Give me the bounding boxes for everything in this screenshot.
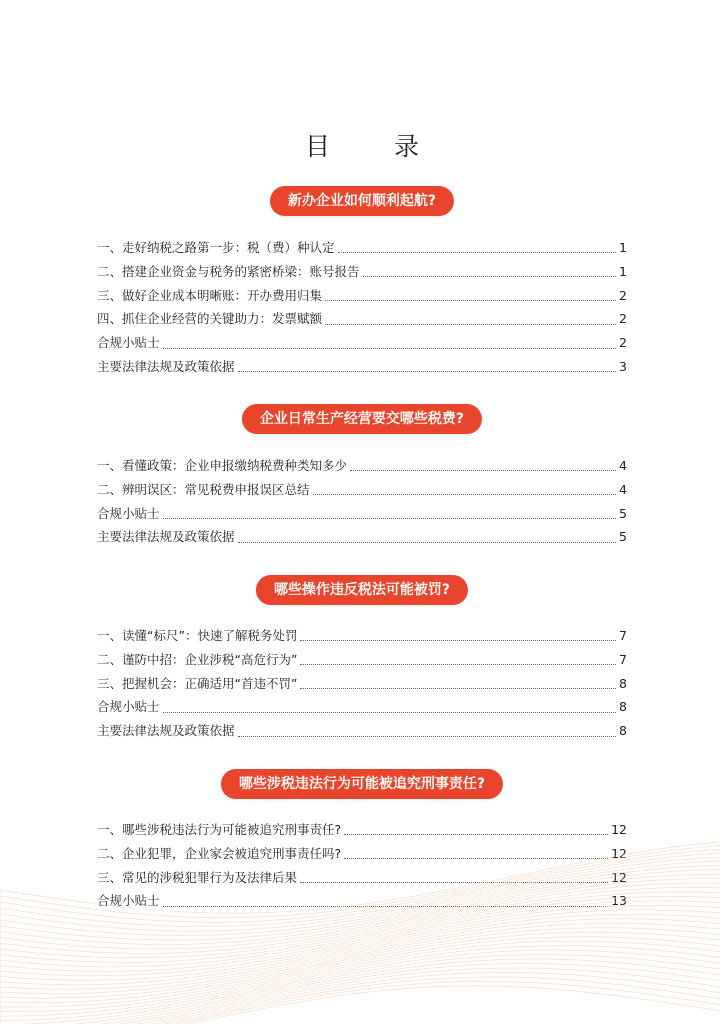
toc-entry-label: 一、看懂政策：企业申报缴纳税费种类知多少 — [97, 458, 348, 473]
section-heading-3: 哪些操作违反税法可能被罚? — [256, 575, 468, 605]
wave-line — [0, 846, 720, 935]
wave-line — [0, 896, 720, 984]
wave-line — [0, 986, 720, 1024]
toc-entry-page: 7 — [619, 651, 627, 667]
toc-entry-label: 一、读懂“标尺”：快速了解税务处罚 — [97, 628, 298, 643]
toc-entry-label: 一、哪些涉税违法行为可能被追究刑事责任? — [97, 822, 342, 837]
section-heading-2: 企业日常生产经营要交哪些税费? — [242, 404, 482, 434]
wave-line — [0, 853, 720, 943]
toc-list-1 — [97, 238, 627, 381]
toc-leader — [163, 712, 616, 713]
wave-line — [0, 941, 720, 1024]
toc-leader — [325, 324, 616, 325]
toc-entry-label: 二、企业犯罪，企业家会被追究刑事责任吗? — [97, 845, 342, 861]
toc-entry-page: 2 — [619, 287, 627, 303]
toc-leader — [300, 688, 616, 689]
toc-entry-label: 二、搭建企业资金与税务的紧密桥梁：账号报告 — [97, 263, 360, 279]
toc-entry-page: 8 — [619, 675, 627, 691]
toc-leader — [300, 640, 616, 641]
toc-entry-label: 主要法律法规及政策依据 — [97, 529, 235, 545]
toc-entry-label: 合规小贴士 — [97, 893, 160, 909]
wave-lines — [0, 842, 720, 1024]
toc-leader — [163, 518, 616, 519]
toc-entry-label: 三、常见的涉税犯罪行为及法律后果 — [97, 869, 298, 885]
wave-line — [0, 887, 720, 976]
toc-entry[interactable] — [97, 721, 627, 745]
toc-entry-page: 5 — [619, 505, 627, 521]
toc-entry-label: 主要法律法规及政策依据 — [97, 723, 235, 739]
toc-entry-label: 二、辨明误区：常见税费申报误区总结 — [97, 481, 310, 497]
toc-entry-page: 3 — [619, 358, 627, 374]
toc-entry[interactable] — [97, 357, 627, 381]
toc-entry-page: 12 — [611, 822, 627, 837]
decorative-wave-pattern — [0, 830, 724, 1024]
toc-leader — [313, 494, 616, 495]
toc-entry[interactable] — [97, 527, 627, 551]
toc-leader — [238, 371, 616, 372]
toc-entry-page: 13 — [611, 893, 627, 909]
toc-entry-label: 三、把握机会：正确适用“首违不罚” — [97, 675, 298, 691]
toc-entry[interactable] — [97, 650, 627, 674]
toc-leader — [350, 470, 616, 471]
toc-list-2 — [97, 456, 627, 551]
toc-entry[interactable] — [97, 697, 627, 721]
toc-entry-page: 4 — [619, 458, 627, 473]
toc-entry[interactable] — [97, 286, 627, 310]
toc-leader — [325, 300, 616, 301]
toc-entry[interactable] — [97, 674, 627, 698]
toc-entry-label: 合规小贴士 — [97, 699, 160, 715]
toc-leader — [338, 252, 616, 253]
toc-entry[interactable] — [97, 480, 627, 504]
toc-entry-page: 2 — [619, 311, 627, 327]
toc-entry[interactable] — [97, 333, 627, 357]
toc-entry-label: 一、走好纳税之路第一步：税（费）种认定 — [97, 240, 335, 255]
toc-leader — [238, 542, 616, 543]
toc-entry[interactable] — [97, 262, 627, 286]
toc-entry[interactable] — [97, 504, 627, 528]
toc-entry-page: 5 — [619, 529, 627, 545]
toc-entry[interactable] — [97, 309, 627, 333]
section-heading-1: 新办企业如何顺利起航? — [270, 186, 454, 216]
toc-entry-page: 12 — [611, 845, 627, 861]
toc-entry-label: 四、抓住企业经营的关键助力：发票赋额 — [97, 311, 323, 327]
toc-leader — [163, 348, 616, 349]
toc-entry[interactable] — [97, 626, 627, 650]
toc-entry-page: 1 — [619, 240, 627, 255]
page-title: 目 录 — [305, 132, 447, 161]
wave-line — [0, 959, 720, 1024]
toc-entry-label: 三、做好企业成本明晰账：开办费用归集 — [97, 287, 323, 303]
toc-leader — [238, 736, 616, 737]
toc-entry-page: 7 — [619, 628, 627, 643]
toc-entry[interactable] — [97, 238, 627, 262]
toc-entry-label: 二、谨防中招：企业涉税“高危行为” — [97, 651, 298, 667]
section-heading-4: 哪些涉税违法行为可能被追究刑事责任? — [221, 769, 503, 799]
toc-entry-page: 2 — [619, 335, 627, 351]
wave-line — [0, 928, 720, 1014]
toc-entry[interactable] — [97, 456, 627, 480]
toc-entry-page: 8 — [619, 699, 627, 715]
toc-entry-page: 8 — [619, 723, 627, 739]
toc-entry-label: 合规小贴士 — [97, 335, 160, 351]
toc-leader — [363, 276, 616, 277]
toc-entry-label: 主要法律法规及政策依据 — [97, 358, 235, 374]
toc-leader — [300, 664, 616, 665]
toc-entry-page: 4 — [619, 481, 627, 497]
toc-entry-page: 1 — [619, 263, 627, 279]
toc-entry-label: 合规小贴士 — [97, 505, 160, 521]
toc-entry-page: 12 — [611, 869, 627, 885]
toc-list-3 — [97, 626, 627, 745]
